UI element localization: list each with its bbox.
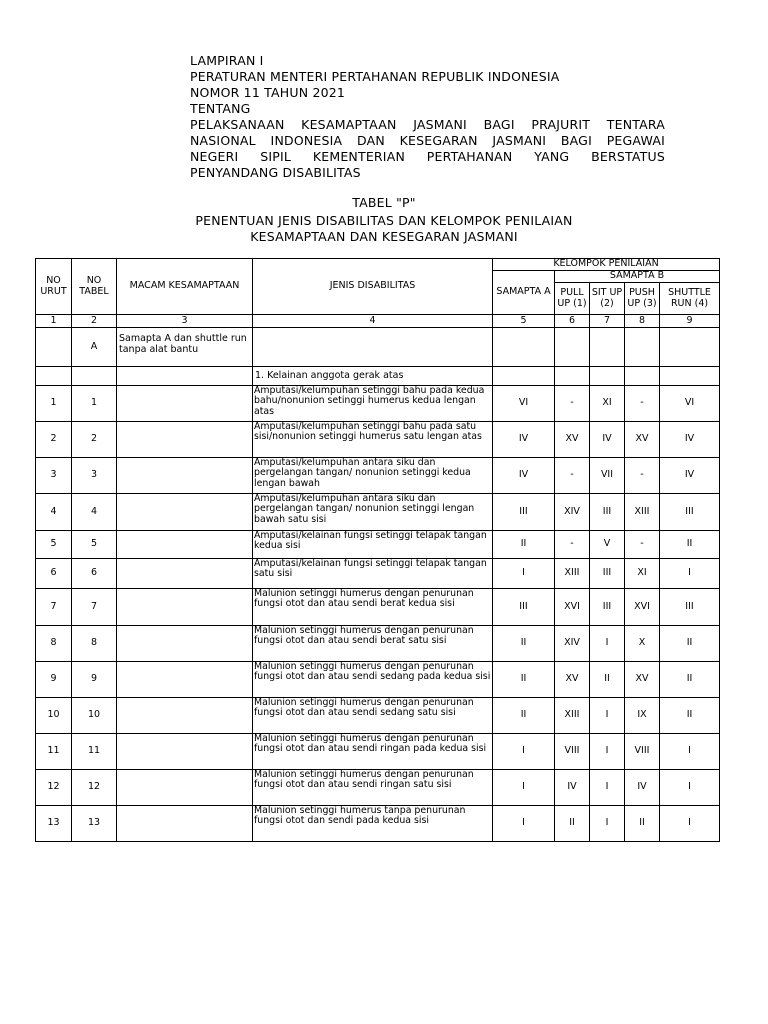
row-macam <box>117 626 253 662</box>
row-no-tabel: 11 <box>72 734 117 770</box>
row-no-tabel: 13 <box>72 806 117 842</box>
row-no-urut: 3 <box>36 458 72 494</box>
row-samapta-a: I <box>493 806 555 842</box>
row-push-up: - <box>625 386 660 422</box>
row-jenis: Amputasi/kelumpuhan setinggi bahu pada kedua bahu/nonunion setinggi humerus kedua lengan atas <box>253 386 493 422</box>
row-push-up: IV <box>625 770 660 806</box>
about-line: NASIONAL INDONESIA DAN KESEGARAN JASMANI BAGI PEGAWAI <box>190 133 665 148</box>
table-row <box>36 770 720 806</box>
row-samapta-a: I <box>493 770 555 806</box>
table-row <box>36 458 720 494</box>
table-row <box>36 626 720 662</box>
row-pull-up: XIII <box>555 698 590 734</box>
header-no-tabel: NO TABEL <box>72 259 117 315</box>
table-row <box>36 559 720 589</box>
row-sit-up: II <box>590 662 625 698</box>
header-sit-up: SIT UP (2) <box>590 283 625 315</box>
col-number: 5 <box>493 315 555 328</box>
row-jenis: Amputasi/kelumpuhan antara siku dan pergelangan tangan/ nonunion setinggi lengan bawah satu sisi <box>253 494 493 531</box>
row-macam <box>117 770 253 806</box>
row-macam <box>117 806 253 842</box>
row-sit-up: V <box>590 531 625 559</box>
table-row <box>36 531 720 559</box>
table-body <box>36 328 720 842</box>
section-macam: Samapta A dan shuttle run tanpa alat bantu <box>117 328 253 367</box>
section-row <box>36 328 720 367</box>
column-number-row <box>36 315 720 328</box>
row-no-urut: 2 <box>36 422 72 458</box>
row-no-tabel: 9 <box>72 662 117 698</box>
row-shuttle: III <box>660 494 720 531</box>
row-no-urut: 7 <box>36 589 72 626</box>
row-no-urut: 11 <box>36 734 72 770</box>
row-shuttle: IV <box>660 422 720 458</box>
col-number: 2 <box>72 315 117 328</box>
row-push-up: - <box>625 531 660 559</box>
col-number: 4 <box>253 315 493 328</box>
row-shuttle: I <box>660 559 720 589</box>
row-no-tabel: 5 <box>72 531 117 559</box>
row-sit-up: I <box>590 806 625 842</box>
row-samapta-a: II <box>493 662 555 698</box>
row-sit-up: XI <box>590 386 625 422</box>
row-sit-up: I <box>590 770 625 806</box>
col-number: 7 <box>590 315 625 328</box>
row-no-tabel: 6 <box>72 559 117 589</box>
group-label: 1. Kelainan anggota gerak atas <box>253 367 493 386</box>
group-row <box>36 367 720 386</box>
row-sit-up: III <box>590 559 625 589</box>
row-no-tabel: 1 <box>72 386 117 422</box>
row-pull-up: IV <box>555 770 590 806</box>
row-shuttle: I <box>660 770 720 806</box>
header-jenis: JENIS DISABILITAS <box>253 259 493 315</box>
table-row <box>36 589 720 626</box>
table-title: TABEL "P" <box>352 195 416 210</box>
row-samapta-a: III <box>493 494 555 531</box>
row-push-up: XIII <box>625 494 660 531</box>
row-macam <box>117 734 253 770</box>
header-macam: MACAM KESAMAPTAAN <box>117 259 253 315</box>
header-samapta-a: SAMAPTA A <box>493 271 555 315</box>
row-samapta-a: VI <box>493 386 555 422</box>
row-shuttle: IV <box>660 458 720 494</box>
row-no-urut: 5 <box>36 531 72 559</box>
row-no-urut: 13 <box>36 806 72 842</box>
row-pull-up: II <box>555 806 590 842</box>
row-sit-up: I <box>590 698 625 734</box>
row-samapta-a: IV <box>493 458 555 494</box>
row-macam <box>117 386 253 422</box>
row-shuttle: II <box>660 626 720 662</box>
section-label: A <box>72 328 117 367</box>
row-pull-up: - <box>555 531 590 559</box>
row-macam <box>117 458 253 494</box>
row-macam <box>117 589 253 626</box>
header-about <box>190 117 665 181</box>
row-pull-up: XIV <box>555 494 590 531</box>
row-push-up: - <box>625 458 660 494</box>
header-pull-up: PULL UP (1) <box>555 283 590 315</box>
row-no-urut: 9 <box>36 662 72 698</box>
row-samapta-a: II <box>493 626 555 662</box>
header-line: TENTANG <box>190 101 251 116</box>
table-row <box>36 662 720 698</box>
header-shuttle: SHUTTLE RUN (4) <box>660 283 720 315</box>
row-no-urut: 1 <box>36 386 72 422</box>
about-line: PENYANDANG DISABILITAS <box>190 165 361 180</box>
row-sit-up: I <box>590 734 625 770</box>
row-push-up: X <box>625 626 660 662</box>
row-pull-up: XIV <box>555 626 590 662</box>
row-pull-up: - <box>555 458 590 494</box>
row-jenis: Amputasi/kelainan fungsi setinggi telapak tangan satu sisi <box>253 559 493 589</box>
table-row <box>36 806 720 842</box>
row-shuttle: II <box>660 531 720 559</box>
row-no-tabel: 4 <box>72 494 117 531</box>
row-jenis: Amputasi/kelainan fungsi setinggi telapak tangan kedua sisi <box>253 531 493 559</box>
row-macam <box>117 559 253 589</box>
row-sit-up: IV <box>590 422 625 458</box>
row-no-tabel: 7 <box>72 589 117 626</box>
about-line: NEGERI SIPIL KEMENTERIAN PERTAHANAN YANG BERSTATUS <box>190 149 665 164</box>
row-macam <box>117 698 253 734</box>
row-macam <box>117 422 253 458</box>
table-row <box>36 386 720 422</box>
row-sit-up: III <box>590 589 625 626</box>
row-jenis: Amputasi/kelumpuhan setinggi bahu pada satu sisi/nonunion setinggi humerus satu lengan atas <box>253 422 493 458</box>
header-kelompok: KELOMPOK PENILAIAN <box>493 259 720 271</box>
table-row <box>36 698 720 734</box>
row-no-urut: 10 <box>36 698 72 734</box>
row-samapta-a: II <box>493 698 555 734</box>
table-header <box>36 259 720 328</box>
col-number: 9 <box>660 315 720 328</box>
document-header <box>190 53 665 181</box>
row-no-urut: 6 <box>36 559 72 589</box>
row-jenis: Malunion setinggi humerus dengan penurunan fungsi otot dan atau sendi sedang pada kedua sisi <box>253 662 493 698</box>
table-subtitle: PENENTUAN JENIS DISABILITAS DAN KELOMPOK PENILAIAN <box>195 213 573 228</box>
row-no-tabel: 10 <box>72 698 117 734</box>
row-jenis: Malunion setinggi humerus dengan penurunan fungsi otot dan atau sendi berat kedua sisi <box>253 589 493 626</box>
header-line: LAMPIRAN I <box>190 53 264 68</box>
row-shuttle: II <box>660 662 720 698</box>
row-pull-up: VIII <box>555 734 590 770</box>
table-subtitle-2: KESAMAPTAAN DAN KESEGARAN JASMANI <box>250 229 518 244</box>
row-macam <box>117 531 253 559</box>
row-jenis: Amputasi/kelumpuhan antara siku dan pergelangan tangan/ nonunion setinggi kedua lengan bawah <box>253 458 493 494</box>
row-macam <box>117 494 253 531</box>
row-samapta-a: I <box>493 559 555 589</box>
row-push-up: XVI <box>625 589 660 626</box>
row-push-up: IX <box>625 698 660 734</box>
row-pull-up: XIII <box>555 559 590 589</box>
row-no-urut: 8 <box>36 626 72 662</box>
row-no-urut: 12 <box>36 770 72 806</box>
row-jenis: Malunion setinggi humerus tanpa penurunan fungsi otot dan sendi pada kedua sisi <box>253 806 493 842</box>
row-samapta-a: III <box>493 589 555 626</box>
row-no-tabel: 12 <box>72 770 117 806</box>
row-shuttle: III <box>660 589 720 626</box>
row-no-urut: 4 <box>36 494 72 531</box>
row-pull-up: XV <box>555 662 590 698</box>
col-number: 6 <box>555 315 590 328</box>
row-samapta-a: I <box>493 734 555 770</box>
col-number: 1 <box>36 315 72 328</box>
col-number: 3 <box>117 315 253 328</box>
row-jenis: Malunion setinggi humerus dengan penurunan fungsi otot dan atau sendi ringan pada kedua sisi <box>253 734 493 770</box>
row-push-up: XV <box>625 422 660 458</box>
row-jenis: Malunion setinggi humerus dengan penurunan fungsi otot dan atau sendi ringan satu sisi <box>253 770 493 806</box>
about-line: PELAKSANAAN KESAMAPTAAN JASMANI BAGI PRAJURIT TENTARA <box>190 117 665 132</box>
row-sit-up: I <box>590 626 625 662</box>
table-row <box>36 494 720 531</box>
row-no-tabel: 8 <box>72 626 117 662</box>
row-samapta-a: IV <box>493 422 555 458</box>
header-no-urut: NO URUT <box>36 259 72 315</box>
disability-table <box>35 258 720 842</box>
row-samapta-a: II <box>493 531 555 559</box>
table-row <box>36 422 720 458</box>
row-shuttle: VI <box>660 386 720 422</box>
row-macam <box>117 662 253 698</box>
row-jenis: Malunion setinggi humerus dengan penurunan fungsi otot dan atau sendi berat satu sisi <box>253 626 493 662</box>
row-jenis: Malunion setinggi humerus dengan penurunan fungsi otot dan atau sendi sedang satu sisi <box>253 698 493 734</box>
row-shuttle: I <box>660 806 720 842</box>
header-samapta-b: SAMAPTA B <box>555 271 720 283</box>
row-pull-up: XVI <box>555 589 590 626</box>
col-number: 8 <box>625 315 660 328</box>
row-no-tabel: 3 <box>72 458 117 494</box>
table-row <box>36 734 720 770</box>
row-sit-up: VII <box>590 458 625 494</box>
header-push-up: PUSH UP (3) <box>625 283 660 315</box>
row-push-up: II <box>625 806 660 842</box>
header-line: NOMOR 11 TAHUN 2021 <box>190 85 346 100</box>
header-line: PERATURAN MENTERI PERTAHANAN REPUBLIK INDONESIA <box>190 69 560 84</box>
row-push-up: XI <box>625 559 660 589</box>
row-pull-up: XV <box>555 422 590 458</box>
row-shuttle: I <box>660 734 720 770</box>
row-sit-up: III <box>590 494 625 531</box>
row-no-tabel: 2 <box>72 422 117 458</box>
row-pull-up: - <box>555 386 590 422</box>
row-push-up: VIII <box>625 734 660 770</box>
row-push-up: XV <box>625 662 660 698</box>
row-shuttle: II <box>660 698 720 734</box>
